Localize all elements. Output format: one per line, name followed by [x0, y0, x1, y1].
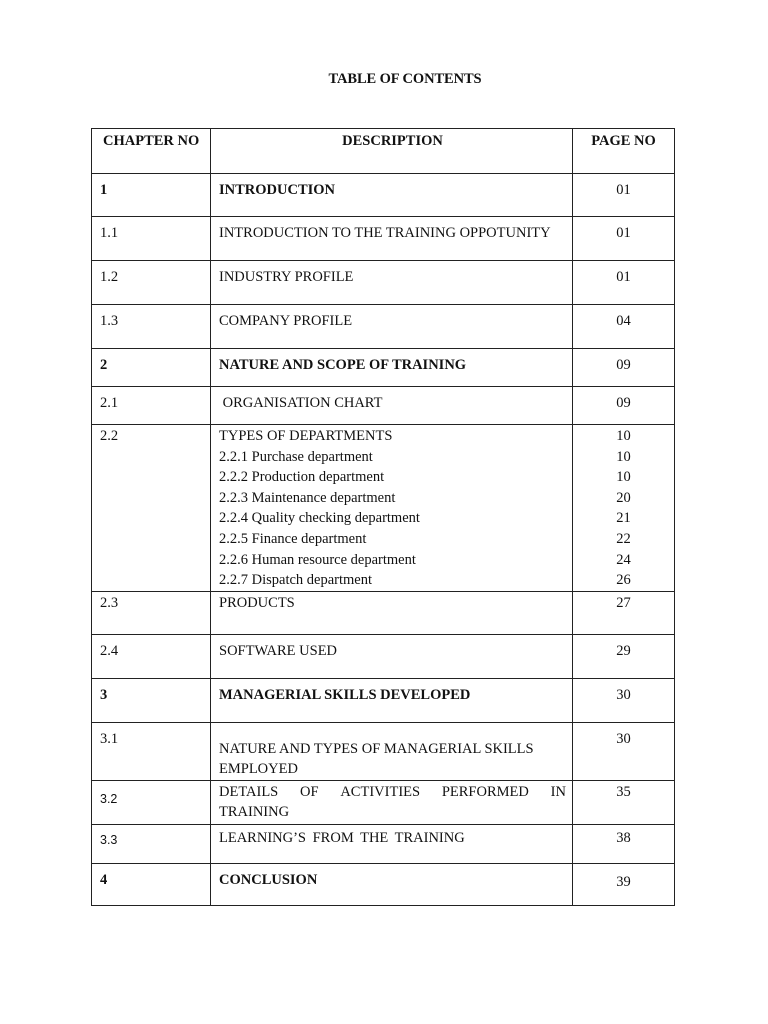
header-page-label: PAGE NO [591, 133, 656, 149]
page-cell [573, 781, 675, 825]
chapter-cell [92, 425, 211, 592]
page-number: 10 [616, 448, 631, 465]
list-item: 2.2.4 Quality checking department [219, 510, 420, 527]
chapter-cell [92, 349, 211, 387]
page-cell [573, 261, 675, 305]
page-number: 39 [616, 874, 631, 890]
description-line: EMPLOYED [219, 761, 298, 777]
page-cell [573, 592, 675, 635]
page-cell [573, 864, 675, 906]
table-row [92, 679, 675, 723]
table-row [92, 825, 675, 864]
list-item: 2.2.5 Finance department [219, 530, 367, 547]
chapter-description: LEARNING’S FROM THE TRAINING [219, 830, 465, 846]
description-cell [211, 305, 573, 349]
page-number-list [573, 425, 674, 591]
page-number: 30 [616, 731, 631, 747]
page-cell [573, 679, 675, 723]
description-cell [211, 261, 573, 305]
table-row [92, 349, 675, 387]
page-number: 27 [616, 595, 631, 611]
chapter-cell [92, 305, 211, 349]
chapter-description: INTRODUCTION TO THE TRAINING OPPOTUNITY [219, 225, 551, 241]
page-number: 01 [616, 182, 631, 198]
chapter-description: INDUSTRY PROFILE [219, 269, 354, 285]
description-cell [211, 825, 573, 864]
chapter-number: 2.2 [100, 428, 119, 444]
description-cell [211, 635, 573, 679]
chapter-number: 4 [100, 872, 108, 888]
page-number: 29 [616, 643, 631, 659]
chapter-cell [92, 723, 211, 781]
chapter-description: MANAGERIAL SKILLS DEVELOPED [219, 687, 471, 703]
list-item: 2.2.1 Purchase department [219, 448, 373, 465]
description-cell [211, 174, 573, 217]
page-title: TABLE OF CONTENTS [328, 71, 482, 87]
chapter-number: 1.2 [100, 269, 119, 285]
description-line: TRAINING [219, 804, 290, 820]
chapter-number: 3 [100, 687, 108, 703]
page-cell [573, 387, 675, 425]
chapter-cell [92, 387, 211, 425]
description-word: DETAILS [219, 784, 279, 800]
chapter-number: 2.1 [100, 395, 119, 411]
table-row [92, 781, 675, 825]
chapter-cell [92, 679, 211, 723]
chapter-number: 3.2 [100, 792, 118, 806]
page-number: 09 [616, 395, 631, 411]
page-number: 04 [616, 313, 631, 329]
table-header-row [92, 129, 675, 174]
description-cell [211, 387, 573, 425]
chapter-number: 1.3 [100, 313, 119, 329]
table-row [92, 635, 675, 679]
page-number: 20 [616, 489, 631, 506]
description-cell [211, 592, 573, 635]
page-cell [573, 635, 675, 679]
page-number: 09 [616, 357, 631, 373]
table-row [92, 864, 675, 906]
page-number: 10 [616, 428, 631, 444]
description-word: ACTIVITIES [340, 784, 421, 800]
description-cell [211, 217, 573, 261]
header-cell-page [573, 129, 675, 174]
description-word: IN [550, 784, 566, 800]
table-row [92, 592, 675, 635]
list-item: 2.2.7 Dispatch department [219, 572, 373, 589]
chapter-description [219, 733, 566, 779]
page-number: 22 [616, 530, 631, 547]
chapter-description: INTRODUCTION [219, 182, 336, 198]
page-cell [573, 723, 675, 781]
header-chapter-label: CHAPTER NO [103, 133, 200, 149]
department-list [219, 425, 566, 591]
chapter-description: NATURE AND SCOPE OF TRAINING [219, 357, 467, 373]
page-number: 38 [616, 830, 631, 846]
chapter-cell [92, 261, 211, 305]
description-cell [211, 425, 573, 592]
description-cell [211, 864, 573, 906]
list-item: 2.2.2 Production department [219, 469, 385, 486]
page-number: 01 [616, 269, 631, 285]
header-cell-chapter [92, 129, 211, 174]
page-number: 30 [616, 687, 631, 703]
header-cell-description [211, 129, 573, 174]
chapter-description: SOFTWARE USED [219, 643, 338, 659]
chapter-description [219, 781, 566, 822]
chapter-description: COMPANY PROFILE [219, 313, 353, 329]
description-word: PERFORMED [441, 784, 529, 800]
page-number: 24 [616, 551, 631, 568]
list-item: 2.2.3 Maintenance department [219, 489, 396, 506]
page-cell [573, 349, 675, 387]
chapter-number: 3.3 [100, 833, 118, 847]
table-row [92, 305, 675, 349]
page-cell [573, 217, 675, 261]
description-cell [211, 723, 573, 781]
chapter-number: 2.4 [100, 643, 119, 659]
description-word: OF [300, 784, 319, 800]
page-cell [573, 425, 675, 592]
chapter-number: 2 [100, 357, 108, 373]
description-line [219, 782, 566, 802]
chapter-cell [92, 781, 211, 825]
table-row [92, 174, 675, 217]
table-row [92, 387, 675, 425]
chapter-cell [92, 217, 211, 261]
table-row [92, 723, 675, 781]
chapter-number: 1.1 [100, 225, 119, 241]
list-item: TYPES OF DEPARTMENTS [219, 428, 393, 444]
list-item: 2.2.6 Human resource department [219, 551, 416, 568]
toc-table [91, 128, 675, 906]
page-number: 35 [616, 784, 631, 800]
table-row [92, 261, 675, 305]
page-number: 01 [616, 225, 631, 241]
page-number: 10 [616, 469, 631, 486]
chapter-cell [92, 825, 211, 864]
table-row [92, 217, 675, 261]
chapter-description: CONCLUSION [219, 872, 318, 888]
chapter-number: 1 [100, 182, 108, 198]
chapter-cell [92, 635, 211, 679]
chapter-number: 3.1 [100, 731, 119, 747]
page-cell [573, 174, 675, 217]
chapter-description: PRODUCTS [219, 595, 295, 611]
page-cell [573, 305, 675, 349]
page-number: 26 [616, 572, 631, 589]
chapter-number: 2.3 [100, 595, 119, 611]
description-cell [211, 781, 573, 825]
page-cell [573, 825, 675, 864]
table-row [92, 425, 675, 592]
chapter-cell [92, 174, 211, 217]
page-number: 21 [616, 510, 631, 527]
chapter-description: ORGANISATION CHART [219, 395, 383, 411]
header-description-label: DESCRIPTION [342, 133, 443, 149]
description-line: NATURE AND TYPES OF MANAGERIAL SKILLS [219, 741, 534, 757]
chapter-cell [92, 592, 211, 635]
description-cell [211, 679, 573, 723]
chapter-cell [92, 864, 211, 906]
description-cell [211, 349, 573, 387]
